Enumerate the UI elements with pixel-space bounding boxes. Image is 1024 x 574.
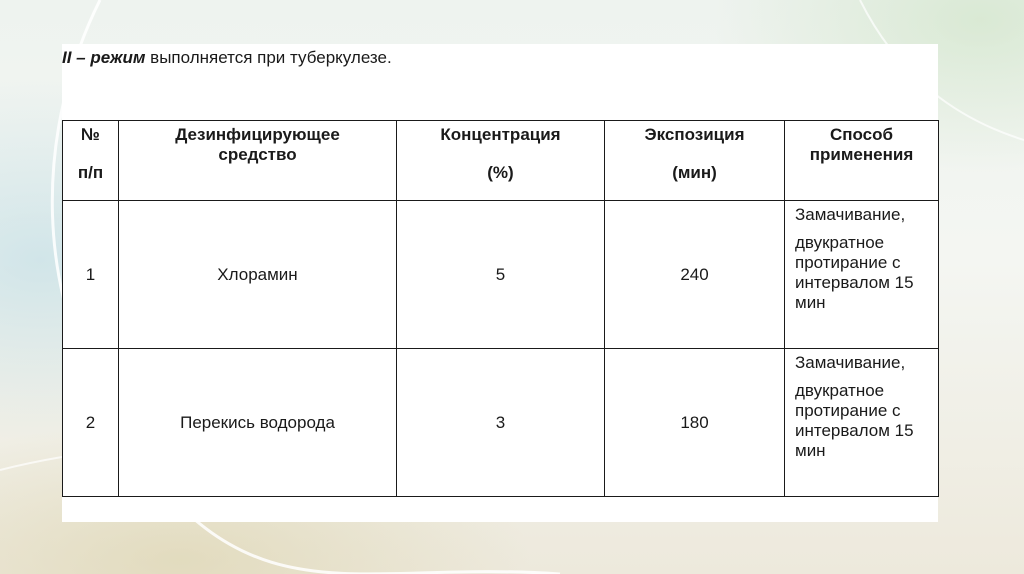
disinfection-table: [62, 120, 939, 497]
cell-method: Замачивание, двукратное протирание с интервалом 15 мин: [785, 201, 939, 349]
cell-number: 2: [63, 349, 119, 497]
title-lead: II – режим: [62, 48, 146, 67]
page-title: [62, 47, 392, 69]
cell-agent: Перекись водорода: [119, 349, 397, 497]
cell-agent: Хлорамин: [119, 201, 397, 349]
header-exposure: Экспозиция (мин): [605, 121, 785, 201]
header-number: № п/п: [63, 121, 119, 201]
cell-number: 1: [63, 201, 119, 349]
cell-method: Замачивание, двукратное протирание с интервалом 15 мин: [785, 349, 939, 497]
cell-concentration: 3: [397, 349, 605, 497]
cell-concentration: 5: [397, 201, 605, 349]
title-rest: выполняется при туберкулезе.: [145, 48, 392, 67]
table-row: [63, 349, 939, 497]
header-agent: Дезинфицирующее средство: [119, 121, 397, 201]
cell-exposure: 240: [605, 201, 785, 349]
cell-exposure: 180: [605, 349, 785, 497]
table-header-row: [63, 121, 939, 201]
table-row: [63, 201, 939, 349]
header-concentration: Концентрация (%): [397, 121, 605, 201]
header-method: Способ применения: [785, 121, 939, 201]
